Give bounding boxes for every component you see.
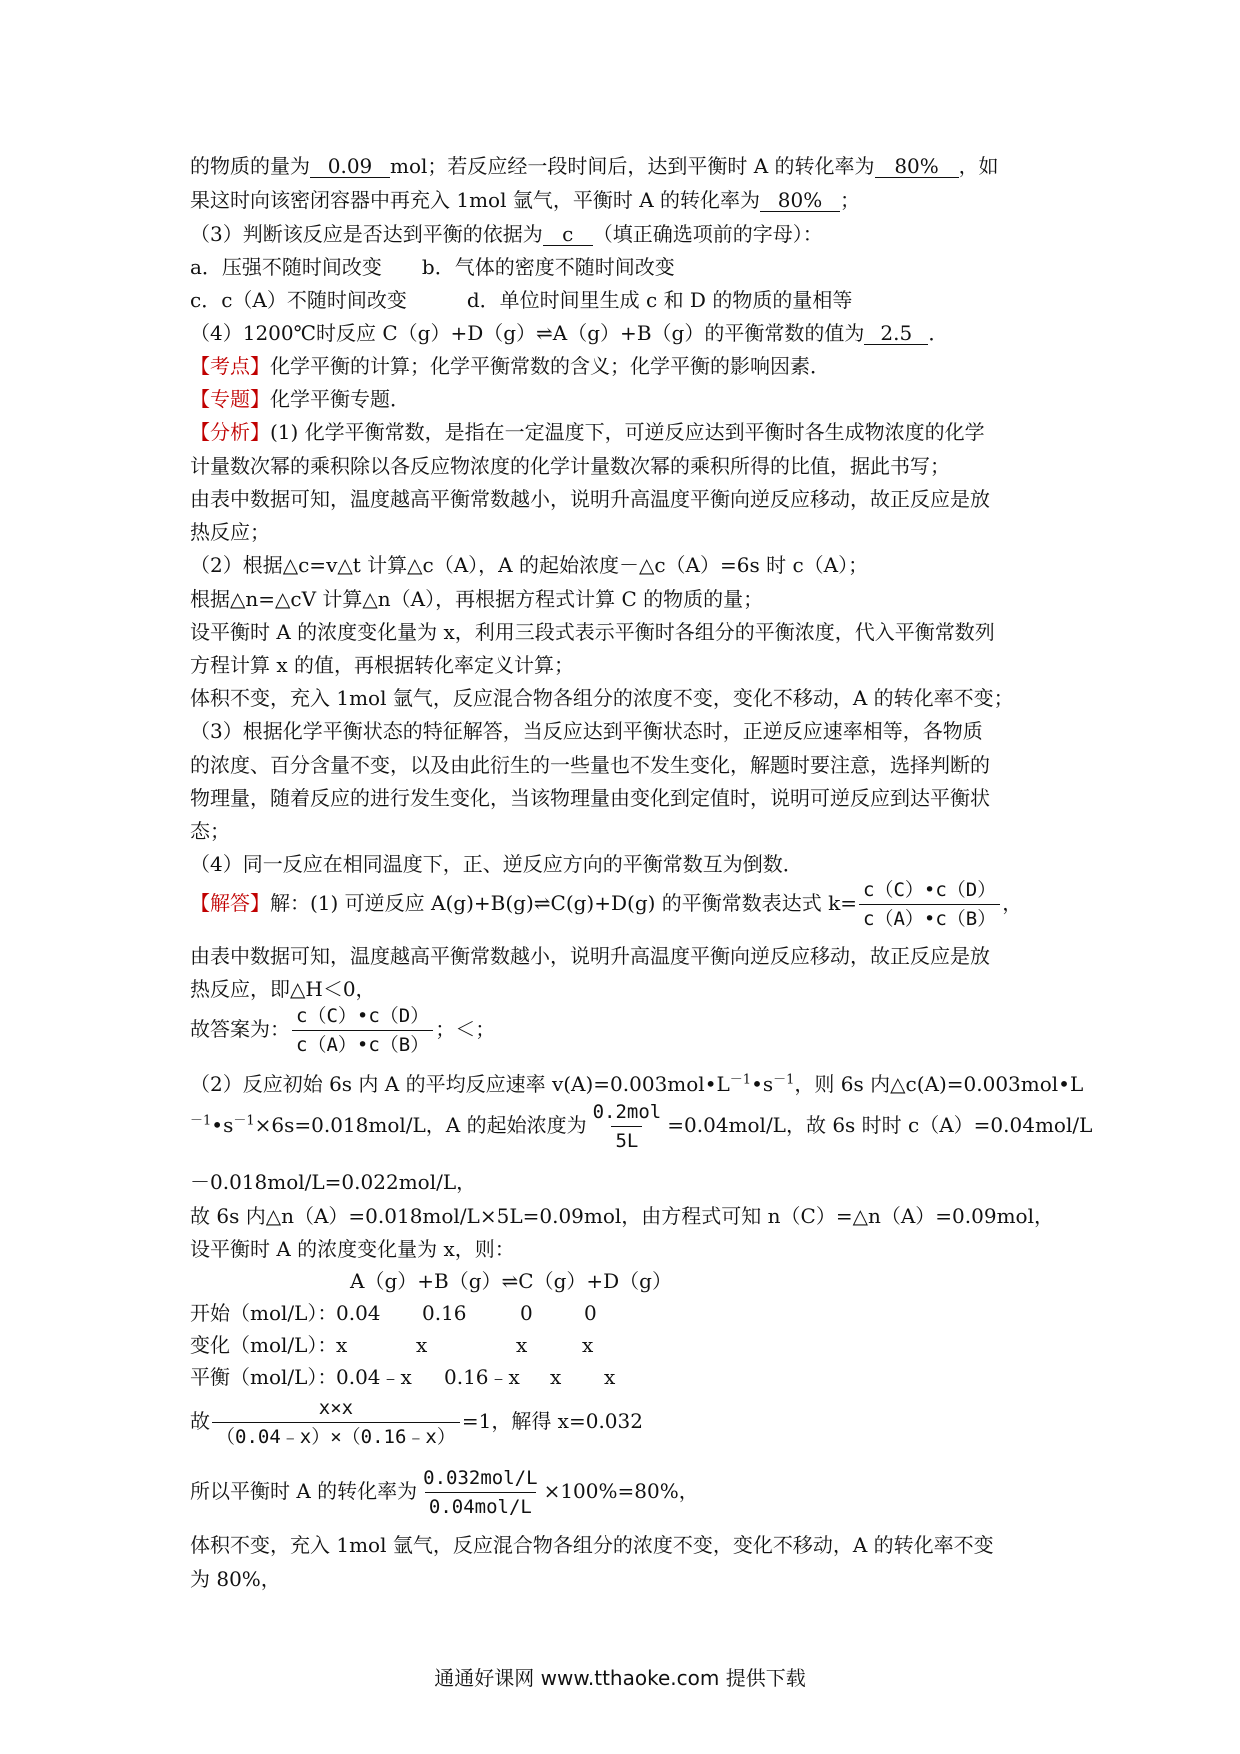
text-line: 根据△n=△cV 计算△n（A），再根据方程式计算 C 的物质的量；	[190, 587, 764, 611]
text-line: 态；	[190, 819, 230, 843]
text-line: 为 80%，	[190, 1567, 281, 1591]
table-row-label: 平衡（mol/L）：	[190, 1365, 338, 1389]
text-line: 故答案为： $\frac{c(C)•c(D)}{c(A)•c(B)}$ ；＜；	[190, 1005, 496, 1056]
text-line: $^{-1}•s^{-1}\times 6s=0.018mol/L$，A 的起始浓度为 $\frac{\text{0.2mol}}{5L}$ =0.04mol/L，故 6s 时时 c（A）=0.04mol/L	[190, 1101, 1093, 1152]
text-line: 物理量，随着反应的进行发生变化，当该物理量由变化到定值时，说明可逆反应到达平衡状	[190, 786, 990, 810]
answer-blank: 0.09	[310, 155, 390, 178]
text-line: 体积不变，充入 1mol 氩气，反应混合物各组分的浓度不变，变化不移动，A 的转化率不变	[190, 1533, 994, 1557]
jieda-line: 【解答】解：(1) 可逆反应 A(g)+B(g)⇌C(g)+D(g) 的平衡常数表达式 k= $\frac{c(C)•c(D)}{c(A)•c(B)}$ ，	[190, 879, 1023, 930]
text-line: 计量数次幂的乘积除以各反应物浓度的化学计量数次幂的乘积所得的比值，据此书写；	[190, 454, 950, 478]
text-line: 果这时向该密闭容器中再充入 1mol 氩气，平衡时 A 的转化率为 80% ；	[190, 188, 860, 212]
section-tag: 【解答】	[190, 891, 270, 915]
text-line: 由表中数据可知，温度越高平衡常数越小，说明升高温度平衡向逆反应移动，故正反应是放	[190, 944, 990, 968]
reaction-equation: A（g）+B（g）⇌C（g）+D（g）	[350, 1269, 672, 1293]
text-line: 由表中数据可知，温度越高平衡常数越小，说明升高温度平衡向逆反应移动，故正反应是放	[190, 487, 990, 511]
text-line: （2）反应初始 6s 内 A 的平均反应速率 $v(A)=0.003mol•L^{-1}•s^{-1}$，则 6s 内△c(A)=0.003mol•L	[190, 1072, 1084, 1096]
text-line: （4）1200℃时反应 C（g）+D（g）⇌A（g）+B（g）的平衡常数的值为 2.5 ．	[190, 321, 949, 345]
text-line: 所以平衡时 A 的转化率为 $\frac{\text{0.032mol/L}}{\text{0.04mol/L}}$ ×100%=80%，	[190, 1467, 699, 1518]
table-cell: 0.04	[336, 1301, 381, 1325]
answer-blank: c	[543, 223, 593, 246]
equilibrium-constant-fraction: $\frac{c(C)•c(D)}{c(A)•c(B)}$	[859, 878, 1000, 931]
text-line: －0.018mol/L=0.022mol/L，	[190, 1170, 477, 1194]
text-line: （4）同一反应在相同温度下，正、逆反应方向的平衡常数互为倒数．	[190, 852, 803, 876]
table-cell: x	[550, 1365, 562, 1389]
zhuanti-line: 【专题】化学平衡专题．	[190, 387, 410, 411]
text-line: 的浓度、百分含量不变，以及由此衍生的一些量也不发生变化，解题时要注意，选择判断的	[190, 753, 990, 777]
section-tag: 【专题】	[190, 387, 270, 411]
table-row-label: 变化（mol/L）：	[190, 1333, 338, 1357]
table-cell: 0.16﹣x	[444, 1365, 520, 1389]
table-row-label: 开始（mol/L）：	[190, 1301, 338, 1325]
kaodian-line: 【考点】化学平衡的计算；化学平衡常数的含义；化学平衡的影响因素．	[190, 354, 830, 378]
table-cell: x	[336, 1333, 348, 1357]
text-line: （3）判断该反应是否达到平衡的依据为 c （填正确选项前的字母）：	[190, 222, 823, 246]
text-line: 热反应，即△H＜0，	[190, 977, 376, 1001]
text-line: 故 $\frac{x\times x}{(0.04﹣x)\times(0.16﹣x)}$ =1，解得 x=0.032	[190, 1397, 643, 1448]
text-line: 故 6s 内△n（A）=0.018mol/L×5L=0.09mol，由方程式可知 n（C）=△n（A）=0.09mol，	[190, 1204, 1054, 1228]
table-cell: x	[416, 1333, 428, 1357]
table-cell: x	[604, 1365, 616, 1389]
answer-blank: 2.5	[864, 322, 928, 345]
table-cell: 0	[584, 1301, 597, 1325]
section-tag: 【分析】	[190, 420, 270, 444]
section-tag: 【考点】	[190, 354, 270, 378]
table-cell: 0	[520, 1301, 533, 1325]
option-line: c．c（A）不随时间改变 d．单位时间里生成 c 和 D 的物质的量相等	[190, 288, 853, 312]
text-line: 设平衡时 A 的浓度变化量为 x，利用三段式表示平衡时各组分的平衡浓度，代入平衡常数列	[190, 620, 995, 644]
text-line: 热反应；	[190, 520, 270, 544]
conversion-rate-fraction: $\frac{\text{0.032mol/L}}{\text{0.04mol/L}}$	[423, 1467, 538, 1518]
option-line: a．压强不随时间改变 b．气体的密度不随时间改变	[190, 255, 675, 279]
answer-fraction: $\frac{c(C)•c(D)}{c(A)•c(B)}$	[292, 1004, 433, 1057]
initial-concentration-fraction: $\frac{\text{0.2mol}}{5L}$	[592, 1101, 662, 1152]
table-cell: 0.16	[422, 1301, 467, 1325]
table-cell: 0.04﹣x	[336, 1365, 412, 1389]
text-line: 的物质的量为 0.09 mol；若反应经一段时间后，达到平衡时 A 的转化率为 80% ，如	[190, 154, 999, 178]
answer-blank: 80%	[875, 155, 959, 178]
text-line: 方程计算 x 的值，再根据转化率定义计算；	[190, 653, 574, 677]
text-line: （2）根据△c=v△t 计算△c（A），A 的起始浓度－△c（A）=6s 时 c（A）；	[190, 553, 869, 577]
three-stage-table	[190, 1267, 1060, 1387]
table-cell: x	[582, 1333, 594, 1357]
text-line: （3）根据化学平衡状态的特征解答，当反应达到平衡状态时，正逆反应速率相等，各物质	[190, 719, 983, 743]
table-cell: x	[516, 1333, 528, 1357]
page-footer: 通通好课网 www.tthaoke.com 提供下载	[434, 1666, 806, 1690]
fenxi-line: 【分析】(1) 化学平衡常数，是指在一定温度下，可逆反应达到平衡时各生成物浓度的化学	[190, 420, 985, 444]
text-line: 设平衡时 A 的浓度变化量为 x，则：	[190, 1237, 515, 1261]
equilibrium-equation-fraction: $\frac{x\times x}{(0.04﹣x)\times(0.16﹣x)}$	[212, 1396, 460, 1449]
text-line: 体积不变，充入 1mol 氩气，反应混合物各组分的浓度不变，变化不移动，A 的转化率不变；	[190, 686, 1014, 710]
answer-blank: 80%	[760, 189, 840, 212]
